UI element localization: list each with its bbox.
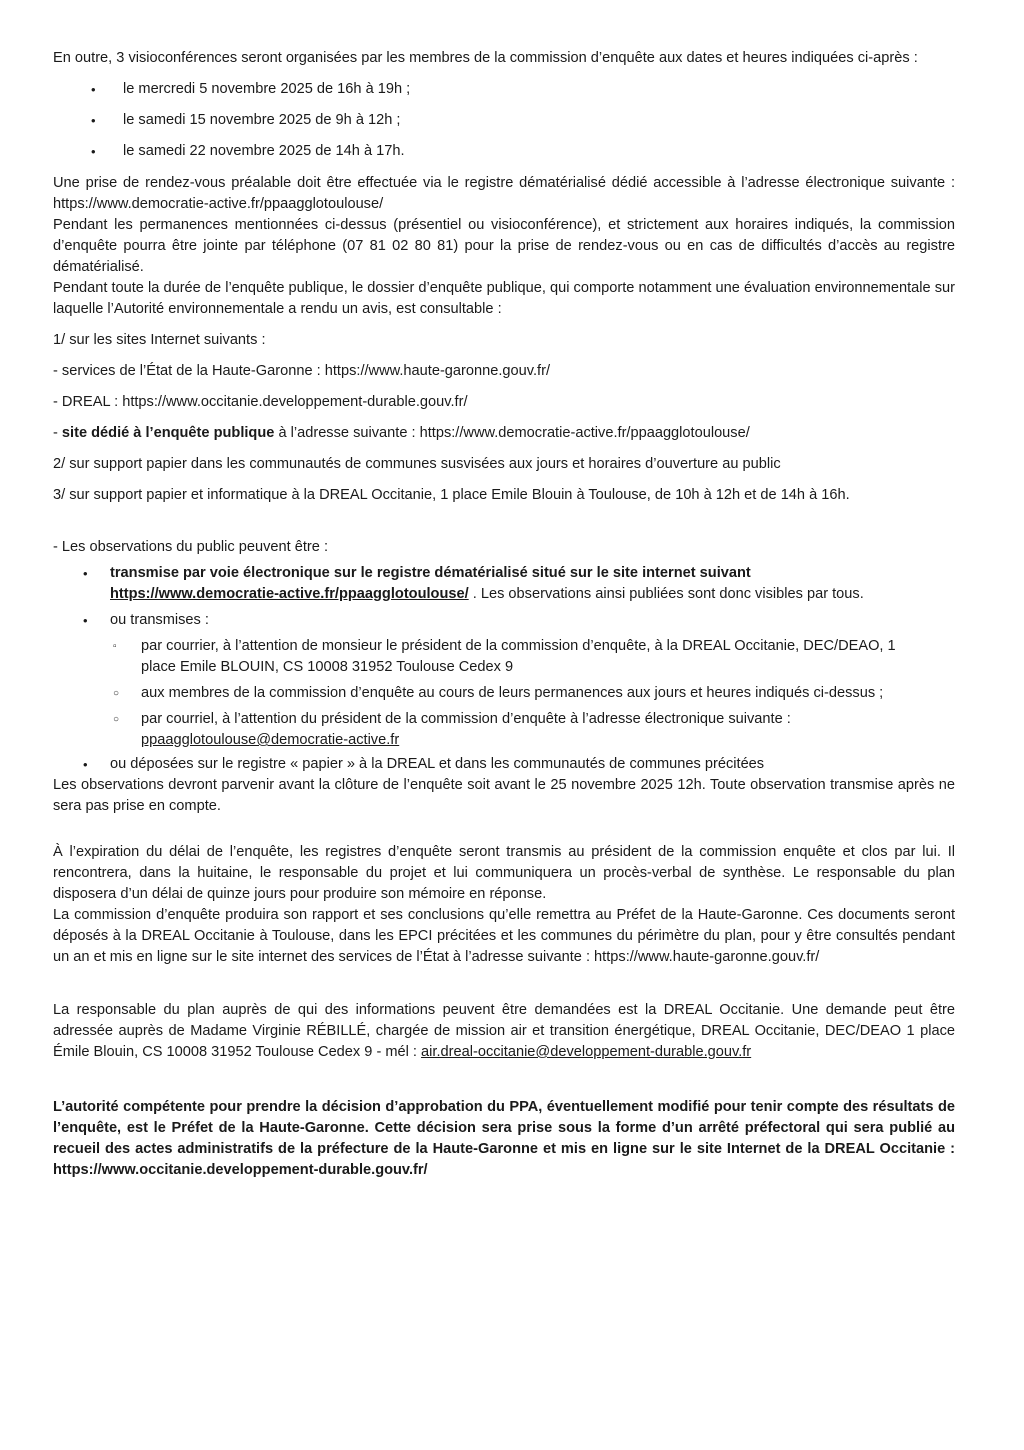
observation-courriel: ○ par courriel, à l’attention du président de la commission d’enquête à l’adresse électronique suivante : ppaagglotoulouse@democratie-active.fr xyxy=(113,711,791,748)
consult-item-internet: 1/ sur les sites Internet suivants : xyxy=(53,332,266,348)
contact-paragraph: La responsable du plan auprès de qui des informations peuvent être demandées est la DREAL Occitanie. Une demande peut être adressée auprès de Madame Virginie RÉBILLÉ, chargée de mission air et transition énergétique, DREAL Occitanie, DEC/DEAO 1 place Émile Blouin, CS 10008 31952 Toulouse Cedex 9 - mél : air.dreal-occitanie@developpement-durable.gouv.fr xyxy=(53,1002,955,1060)
rdv-paragraph: Une prise de rendez-vous préalable doit être effectuée via le registre dématérialisé dédié accessible à l’adresse électronique suivante : https://www.democratie-active.fr/ppaagglotoulouse/ xyxy=(53,175,955,212)
link-haute-garonne[interactable]: https://www.haute-garonne.gouv.fr/ xyxy=(324,363,550,379)
phone-paragraph: Pendant les permanences mentionnées ci-dessus (présentiel ou visioconférence), et strictement aux horaires indiqués, la commission d’enquête pourra être jointe par téléphone (07 81 02 80 81) pour la prise de rendez-vous ou en cas de difficultés d’accès au registre dématérialisé. xyxy=(53,217,955,275)
bullet-icon: • xyxy=(91,82,96,97)
deadline-paragraph: Les observations devront parvenir avant la clôture de l’enquête soit avant le 25 novembre 2025 12h. Toute observation transmise après ne sera pas prise en compte. xyxy=(53,777,955,814)
bullet-icon: • xyxy=(91,144,96,159)
bullet-icon: • xyxy=(91,113,96,128)
visio-date-item: • le samedi 15 novembre 2025 de 9h à 12h ; xyxy=(53,110,955,131)
observations-intro: - Les observations du public peuvent être : xyxy=(53,539,329,555)
report-paragraph: La commission d’enquête produira son rapport et ses conclusions qu’elle remettra au Préfet de la Haute-Garonne. Ces documents seront déposés à la DREAL Occitanie à Toulouse, dans les EPCI précitées et les communes du périmètre du plan, pour y être consultés pendant un an et mis en ligne sur le site internet des services de l’État à l’adresse suivante : https://www.haute-garonne.gouv.fr/ xyxy=(53,907,955,965)
observation-courrier: ▫ par courrier, à l’attention de monsieur le président de la commission d’enquête, à la DREAL Occitanie, DEC/DEAO, 1 place Emile BLOUIN, CS 10008 31952 Toulouse Cedex 9 xyxy=(113,638,896,675)
email-link[interactable]: ppaagglotoulouse@democratie-active.fr xyxy=(141,732,400,748)
visio-date-item: • le mercredi 5 novembre 2025 de 16h à 19h ; xyxy=(53,79,955,100)
observation-transmises: • ou transmises : xyxy=(53,610,955,631)
bullet-icon: • xyxy=(83,757,88,772)
visio-date-item: • le samedi 22 novembre 2025 de 14h à 17h. xyxy=(53,141,955,162)
bullet-icon: • xyxy=(83,613,88,628)
observation-depot: • ou déposées sur le registre « papier » à la DREAL et dans les communautés de communes précitées xyxy=(53,754,955,775)
square-bullet-icon: ▫ xyxy=(113,641,117,652)
bullet-icon: • xyxy=(83,566,88,581)
consultation-intro: Pendant toute la durée de l’enquête publique, le dossier d’enquête publique, qui comporte notamment une évaluation environnementale sur laquelle l’Autorité environnementale a rendu un avis, est consultable : xyxy=(53,280,955,317)
document-page xyxy=(53,48,955,1181)
observation-permanences: ○ aux membres de la commission d’enquête au cours de leurs permanences aux jours et heures indiqués ci-dessus ; xyxy=(53,683,955,704)
circle-bullet-icon: ○ xyxy=(113,688,120,699)
contact-email-link[interactable]: air.dreal-occitanie@developpement-durable.gouv.fr xyxy=(421,1044,752,1060)
link-democratie-active[interactable]: https://www.democratie-active.fr/ppaagglotoulouse/ xyxy=(419,425,750,441)
link-registre[interactable]: https://www.democratie-active.fr/ppaagglotoulouse/ xyxy=(110,586,469,602)
consult-item-dreal: 3/ sur support papier et informatique à la DREAL Occitanie, 1 place Emile Blouin à Toulouse, de 10h à 12h et de 14h à 16h. xyxy=(53,487,850,503)
authority-paragraph: L’autorité compétente pour prendre la décision d’approbation du PPA, éventuellement modifié pour tenir compte des résultats de l’enquête, est le Préfet de la Haute-Garonne. Cette décision sera prise sous la forme d’un arrêté préfectoral qui sera publié au recueil des actes administratifs de la préfecture de la Haute-Garonne et mis en ligne sur le site Internet de la DREAL Occitanie : https://www.occitanie.developpement-durable.gouv.fr/ xyxy=(53,1099,955,1178)
consult-site-dedie: - site dédié à l’enquête publique à l’adresse suivante : https://www.democratie-active.fr/ppaagglotoulouse/ xyxy=(53,425,750,441)
consult-site-etat: - services de l’État de la Haute-Garonne : https://www.haute-garonne.gouv.fr/ xyxy=(53,363,550,379)
consult-site-dreal[interactable]: - DREAL : https://www.occitanie.developpement-durable.gouv.fr/ xyxy=(53,394,468,410)
expiration-paragraph: À l’expiration du délai de l’enquête, les registres d’enquête seront transmis au président de la commission enquête et clos par lui. Il rencontrera, dans la huitaine, le responsable du projet et lui communiquera un procès-verbal de synthèse. Le responsable du plan disposera d’un délai de quinze jours pour produire son mémoire en réponse. xyxy=(53,844,955,902)
visio-intro: En outre, 3 visioconférences seront organisées par les membres de la commission d’enquête aux dates et heures indiquées ci-après : xyxy=(53,50,918,66)
observation-electronic: • transmise par voie électronique sur le registre dématérialisé situé sur le site internet suivant https://www.democratie-active.fr/ppaagglotoulouse/ . Les observations ainsi publiées sont donc visibles par tous. xyxy=(83,565,864,602)
circle-bullet-icon: ○ xyxy=(113,714,120,725)
consult-item-paper: 2/ sur support papier dans les communautés de communes susvisées aux jours et horaires d’ouverture au public xyxy=(53,456,781,472)
